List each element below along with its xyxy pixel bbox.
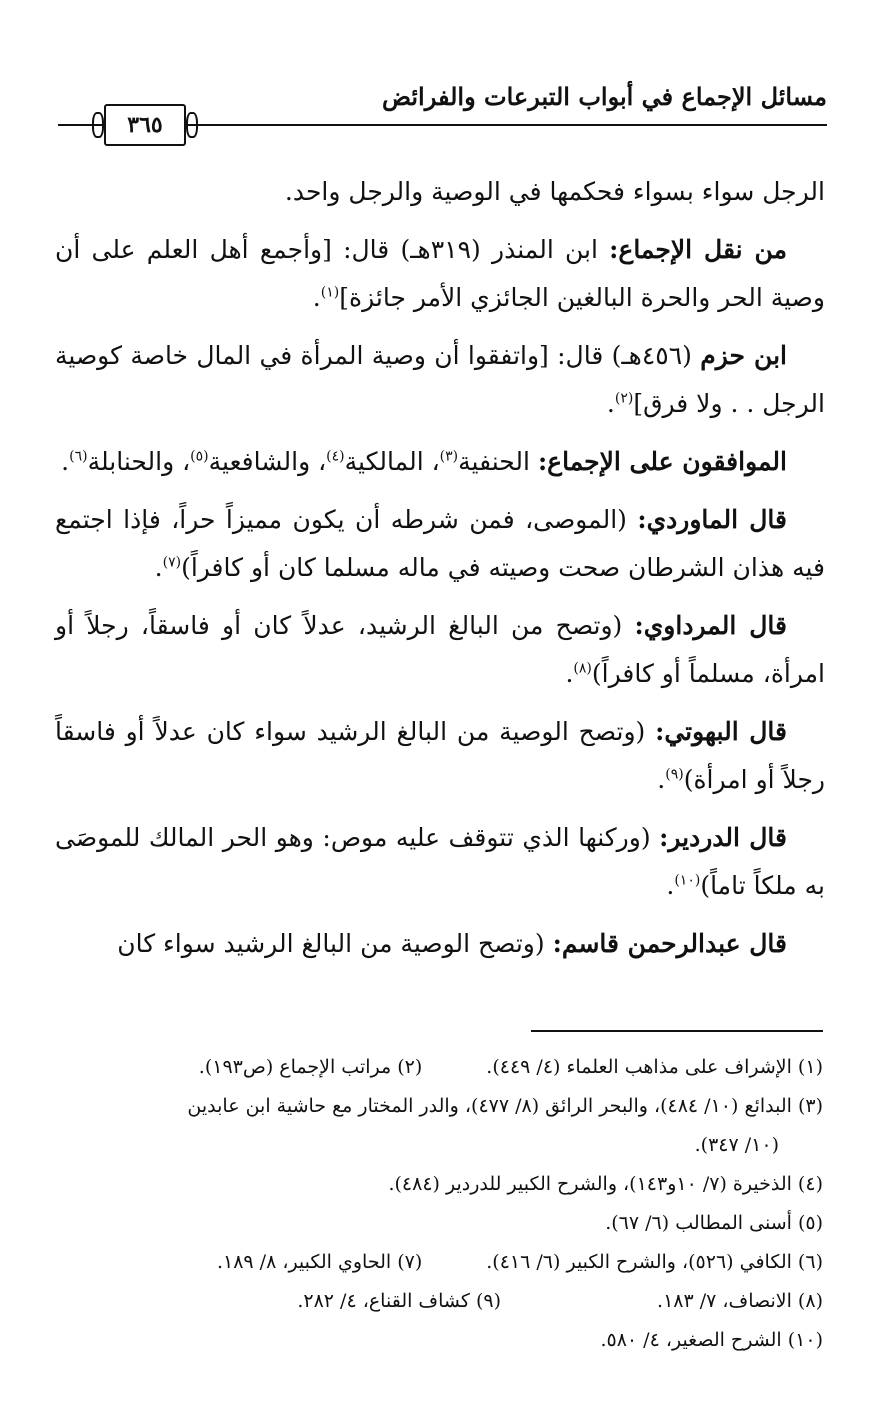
footnote-ref: (١٠) bbox=[674, 872, 701, 889]
footnote-9: (٩) كشاف القناع، ٤/ ٢٨٢. bbox=[297, 1290, 501, 1312]
body-text bbox=[55, 168, 825, 978]
paragraph-lead: قال عبدالرحمن قاسم: bbox=[552, 929, 787, 958]
paragraph: من نقل الإجماع: ابن المنذر (٣١٩هـ) قال: [وأجمع أهل العلم على أن وصية الحر والحرة البالغين الجائزي الأمر جائزة]$^{(١)}$. bbox=[55, 235, 825, 312]
paragraph: قال عبدالرحمن قاسم: (وتصح الوصية من البالغ الرشيد سواء كان bbox=[117, 929, 787, 958]
footnote-8: (٨) الانصاف، ٧/ ١٨٣. bbox=[657, 1290, 823, 1312]
footnote-row bbox=[53, 1165, 823, 1204]
footnote-ref: (١) bbox=[320, 284, 340, 301]
footnote-1: (١) الإشراف على مذاهب العلماء (٤/ ٤٤٩). bbox=[486, 1056, 823, 1078]
footnote-4: (٤) الذخيرة (٧/ ١٠و١٤٣)، والشرح الكبير للدردير (٤٨٤). bbox=[388, 1173, 823, 1195]
footnote-row bbox=[53, 1048, 823, 1087]
footnote-row bbox=[53, 1087, 823, 1126]
paragraph: الرجل سواء بسواء فحكمها في الوصية والرجل واحد. bbox=[284, 177, 825, 206]
footnote-row bbox=[53, 1204, 823, 1243]
paragraph-lead: قال الماوردي: bbox=[637, 505, 787, 534]
footnotes bbox=[53, 1048, 823, 1360]
footnote-row bbox=[53, 1126, 823, 1165]
footnote-ref: (٥) bbox=[190, 448, 209, 465]
footnote-row bbox=[53, 1282, 823, 1321]
footnote-5: (٥) أسنى المطالب (٦/ ٦٧). bbox=[605, 1212, 823, 1234]
footnote-ref: (٩) bbox=[665, 766, 684, 783]
paragraph-lead: الموافقون على الإجماع: bbox=[537, 447, 787, 476]
page-number: ٣٦٥ bbox=[127, 112, 163, 138]
paragraph: قال المرداوي: (وتصح من البالغ الرشيد، عدلاً كان أو فاسقاً، رجلاً أو امرأة، مسلماً أو كافراً)$^{(٨)}$. bbox=[55, 611, 825, 688]
page-number-ornament bbox=[104, 104, 186, 146]
footnote-ref: (٢) bbox=[614, 390, 634, 407]
running-title: مسائل الإجماع في أبواب التبرعات والفرائض bbox=[381, 82, 827, 111]
footnote-ref: (٧) bbox=[162, 554, 182, 571]
paragraph: قال الماوردي: (الموصى، فمن شرطه أن يكون مميزاً حراً، فإذا اجتمع فيه هذان الشرطان صحت وصيته في ماله مسلما كان أو كافراً)$^{(٧)}$. bbox=[55, 505, 825, 582]
paragraph: قال البهوتي: (وتصح الوصية من البالغ الرشيد سواء كان عدلاً أو فاسقاً رجلاً أو امرأة)$^{(٩)}$. bbox=[55, 717, 825, 794]
paragraph: الموافقون على الإجماع: الحنفية$^{(٣)}$، المالكية$^{(٤)}$، والشافعية$^{(٥)}$، والحنابلة$^{(٦)}$. bbox=[61, 447, 787, 476]
footnote-separator bbox=[531, 1030, 823, 1032]
footnote-ref: (٣) bbox=[439, 448, 459, 465]
paragraph: ابن حزم (٤٥٦هـ) قال: [واتفقوا أن وصية المرأة في المال خاصة كوصية الرجل . . ولا فرق]$^{(٢)}$. bbox=[55, 341, 825, 418]
footnote-row bbox=[53, 1243, 823, 1282]
footnote-row bbox=[53, 1321, 823, 1360]
footnote-ref: (٨) bbox=[573, 660, 592, 677]
footnote-ref: (٤) bbox=[326, 448, 345, 465]
paragraph-lead: قال الدردير: bbox=[659, 823, 787, 852]
paragraph-lead: قال البهوتي: bbox=[655, 717, 787, 746]
footnote-2: (٢) مراتب الإجماع (ص١٩٣). bbox=[198, 1056, 423, 1078]
footnote-ref: (٦) bbox=[69, 448, 88, 465]
footnote-7: (٧) الحاوي الكبير، ٨/ ١٨٩. bbox=[216, 1251, 423, 1273]
footnote-3-continued: (١٠/ ٣٤٧). bbox=[694, 1134, 779, 1156]
paragraph-lead: من نقل الإجماع: bbox=[609, 235, 787, 264]
paragraph: قال الدردير: (وركنها الذي تتوقف عليه موص: وهو الحر المالك للموصَى به ملكاً تاماً)$^{(١٠)}$. bbox=[55, 823, 825, 900]
paragraph-lead: قال المرداوي: bbox=[634, 611, 787, 640]
paragraph-lead: ابن حزم bbox=[700, 341, 787, 370]
footnote-10: (١٠) الشرح الصغير، ٤/ ٥٨٠. bbox=[600, 1329, 823, 1351]
footnote-6: (٦) الكافي (٥٢٦)، والشرح الكبير (٦/ ٤١٦). bbox=[486, 1251, 823, 1273]
footnote-3: (٣) البدائع (١٠/ ٤٨٤)، والبحر الرائق (٨/ ٤٧٧)، والدر المختار مع حاشية ابن عابدين bbox=[187, 1095, 823, 1117]
